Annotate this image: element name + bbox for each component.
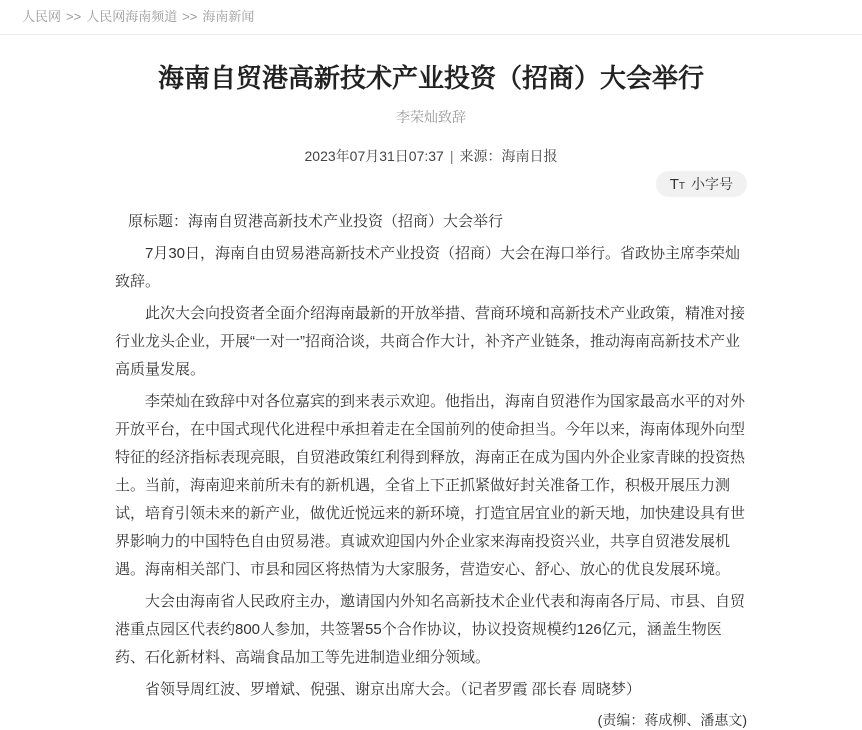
meta-separator: | [449, 148, 454, 164]
article-paragraph: 省领导周红波、罗增斌、倪强、谢京出席大会。（记者罗霞 邵长春 周晓梦） [145, 681, 641, 698]
article-subtitle: 李荣灿致辞 [396, 109, 466, 125]
article-paragraph: 大会由海南省人民政府主办，邀请国内外知名高新技术企业代表和海南各厅局、市县、自贸港重点园区代表约800人参加，共签署55个合作协议，协议投资规模约126亿元，涵盖生物医药、石化新材料、高端食品加工等先进制造业细分领域。 [115, 593, 746, 666]
original-title-label: 原标题： [128, 213, 189, 230]
publish-date: 2023年07月31日07:37 [304, 148, 444, 164]
breadcrumb [0, 0, 862, 35]
breadcrumb-link-hainan-channel[interactable]: 人民网海南频道 [86, 9, 178, 24]
font-size-icon: T T [669, 175, 685, 193]
source-label: 来源： [459, 148, 502, 164]
page-title: 海南自贸港高新技术产业投资（招商）大会举行 [157, 63, 704, 93]
breadcrumb-link-hainan-news[interactable]: 海南新闻 [202, 9, 255, 24]
article-paragraph: 此次大会向投资者全面介绍海南最新的开放举措、营商环境和高新技术产业政策，精准对接行业龙头企业，开展“一对一”招商洽谈，共商合作大计，补齐产业链条，推动海南高新技术产业高质量发展。 [115, 305, 746, 378]
breadcrumb-separator: >> [66, 9, 82, 24]
font-size-button[interactable] [656, 171, 747, 197]
article-toolbar [115, 171, 747, 197]
source-link[interactable]: 海南日报 [501, 148, 558, 164]
editor-credit: (责编：蒋成柳、潘惠文) [597, 712, 747, 728]
article-container [115, 61, 747, 730]
breadcrumb-link-peoples-daily[interactable]: 人民网 [22, 9, 62, 24]
article-paragraph: 7月30日，海南自由贸易港高新技术产业投资（招商）大会在海口举行。省政协主席李荣灿致辞。 [115, 245, 741, 290]
article-paragraph: 李荣灿在致辞中对各位嘉宾的到来表示欢迎。他指出，海南自贸港作为国家最高水平的对外开放平台，在中国式现代化进程中承担着走在全国前列的使命担当。今年以来，海南体现外向型特征的经济指标表现亮眼，自贸港政策红利得到释放，海南正在成为国内外企业家青睐的投资热土。当前，海南迎来前所未有的新机遇，全省上下正抓紧做好封关准备工作，积极开展压力测试，培育引领未来的新产业，做优近悦远来的新环境，打造宜居宜业的新天地，加快建设具有世界影响力的中国特色自由贸易港。真诚欢迎国内外企业家来海南投资兴业，共享自贸港发展机遇。海南相关部门、市县和园区将热情为大家服务，营造安心、舒心、放心的优良发展环境。 [115, 393, 746, 578]
article-body [115, 208, 747, 704]
original-title [128, 208, 747, 236]
article-meta [115, 146, 747, 166]
breadcrumb-separator: >> [182, 9, 198, 24]
font-size-button-label: 小字号 [691, 176, 733, 192]
original-title-text: 海南自贸港高新技术产业投资（招商）大会举行 [188, 213, 504, 230]
